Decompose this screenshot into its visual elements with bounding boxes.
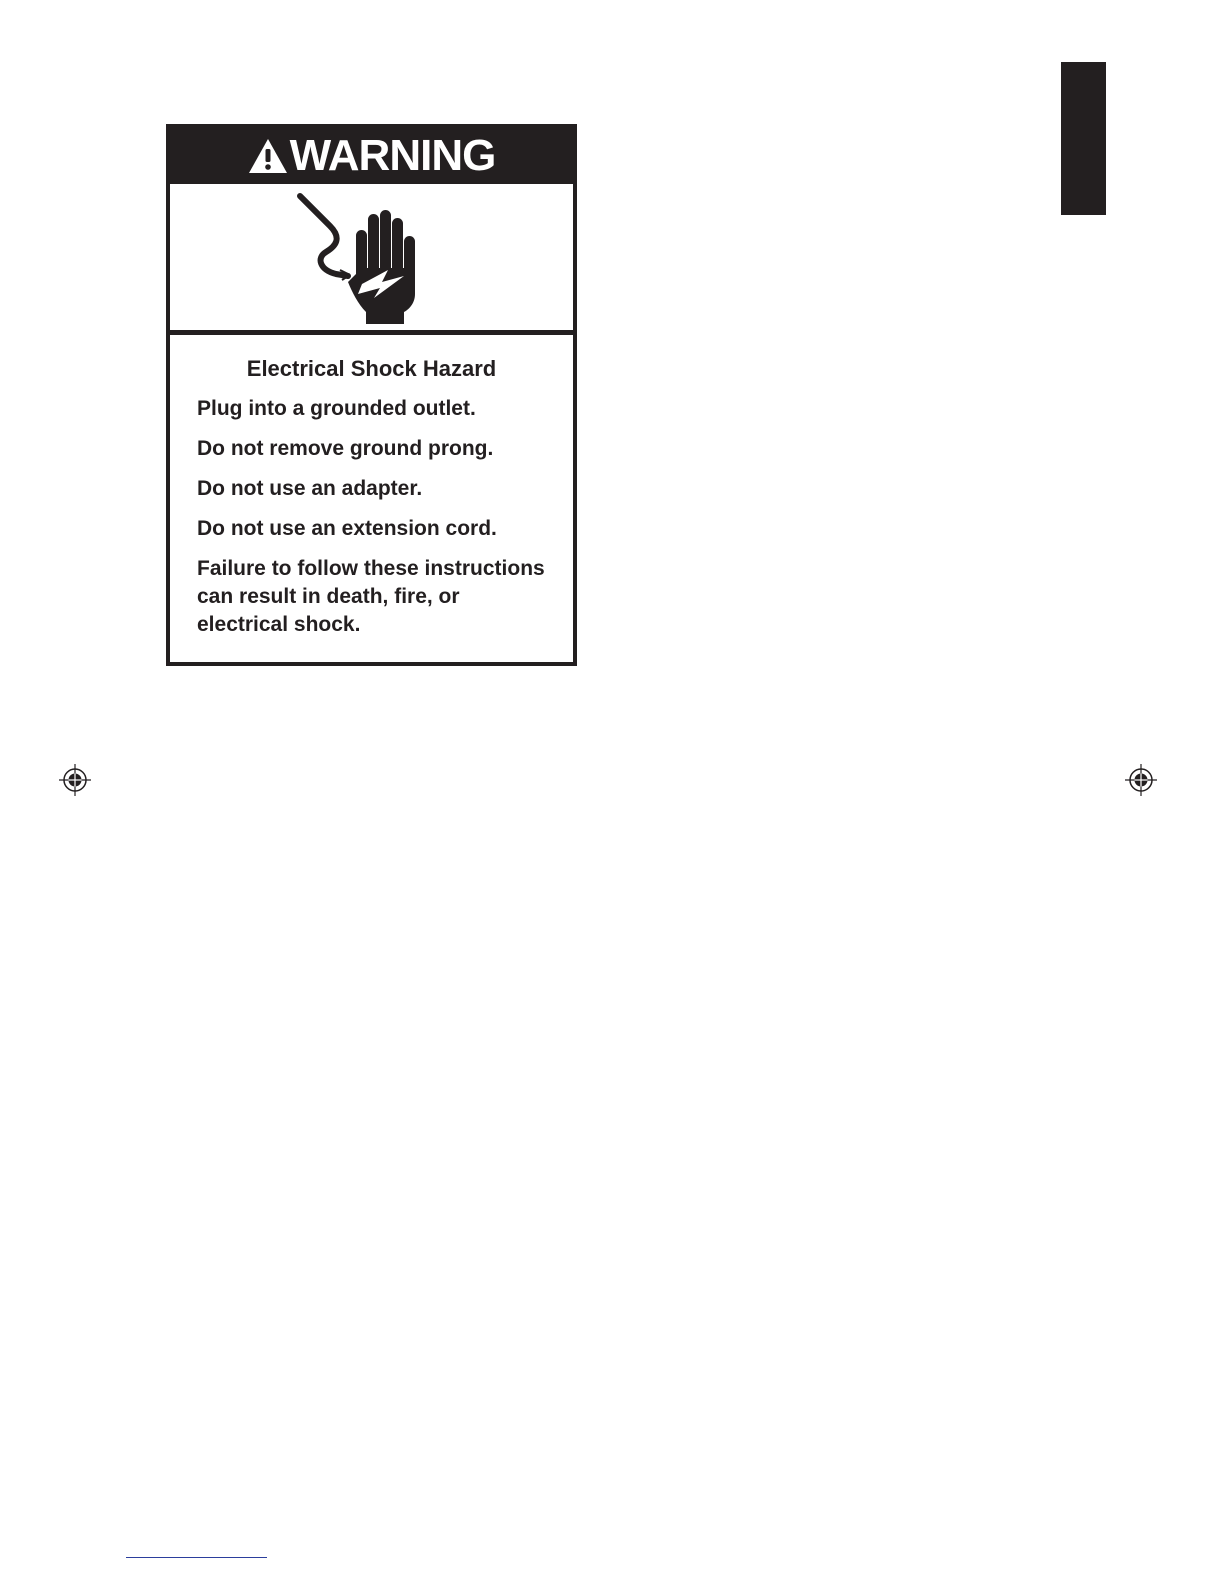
instruction-extension-cord: Do not use an extension cord. xyxy=(197,517,497,540)
instruction-ground-prong: Do not remove ground prong. xyxy=(197,437,494,460)
hazard-title: Electrical Shock Hazard xyxy=(246,356,497,381)
warning-label xyxy=(166,124,577,666)
warning-header xyxy=(170,128,573,184)
signal-word: WARNING xyxy=(289,131,496,180)
registration-mark-icon xyxy=(59,764,91,796)
message-panel xyxy=(170,335,573,639)
consequence-statement: Failure to follow these instructions can result in death, fire, or electrical shock. xyxy=(197,557,545,636)
alert-triangle-icon xyxy=(248,138,288,174)
footer-rule xyxy=(126,1557,267,1558)
page-edge-tab xyxy=(1061,62,1106,215)
pictogram-panel xyxy=(170,184,573,330)
instruction-grounded-outlet: Plug into a grounded outlet. xyxy=(197,397,476,420)
instruction-adapter: Do not use an adapter. xyxy=(197,477,423,500)
electric-shock-hand-icon xyxy=(296,190,426,326)
registration-mark-icon xyxy=(1125,764,1157,796)
